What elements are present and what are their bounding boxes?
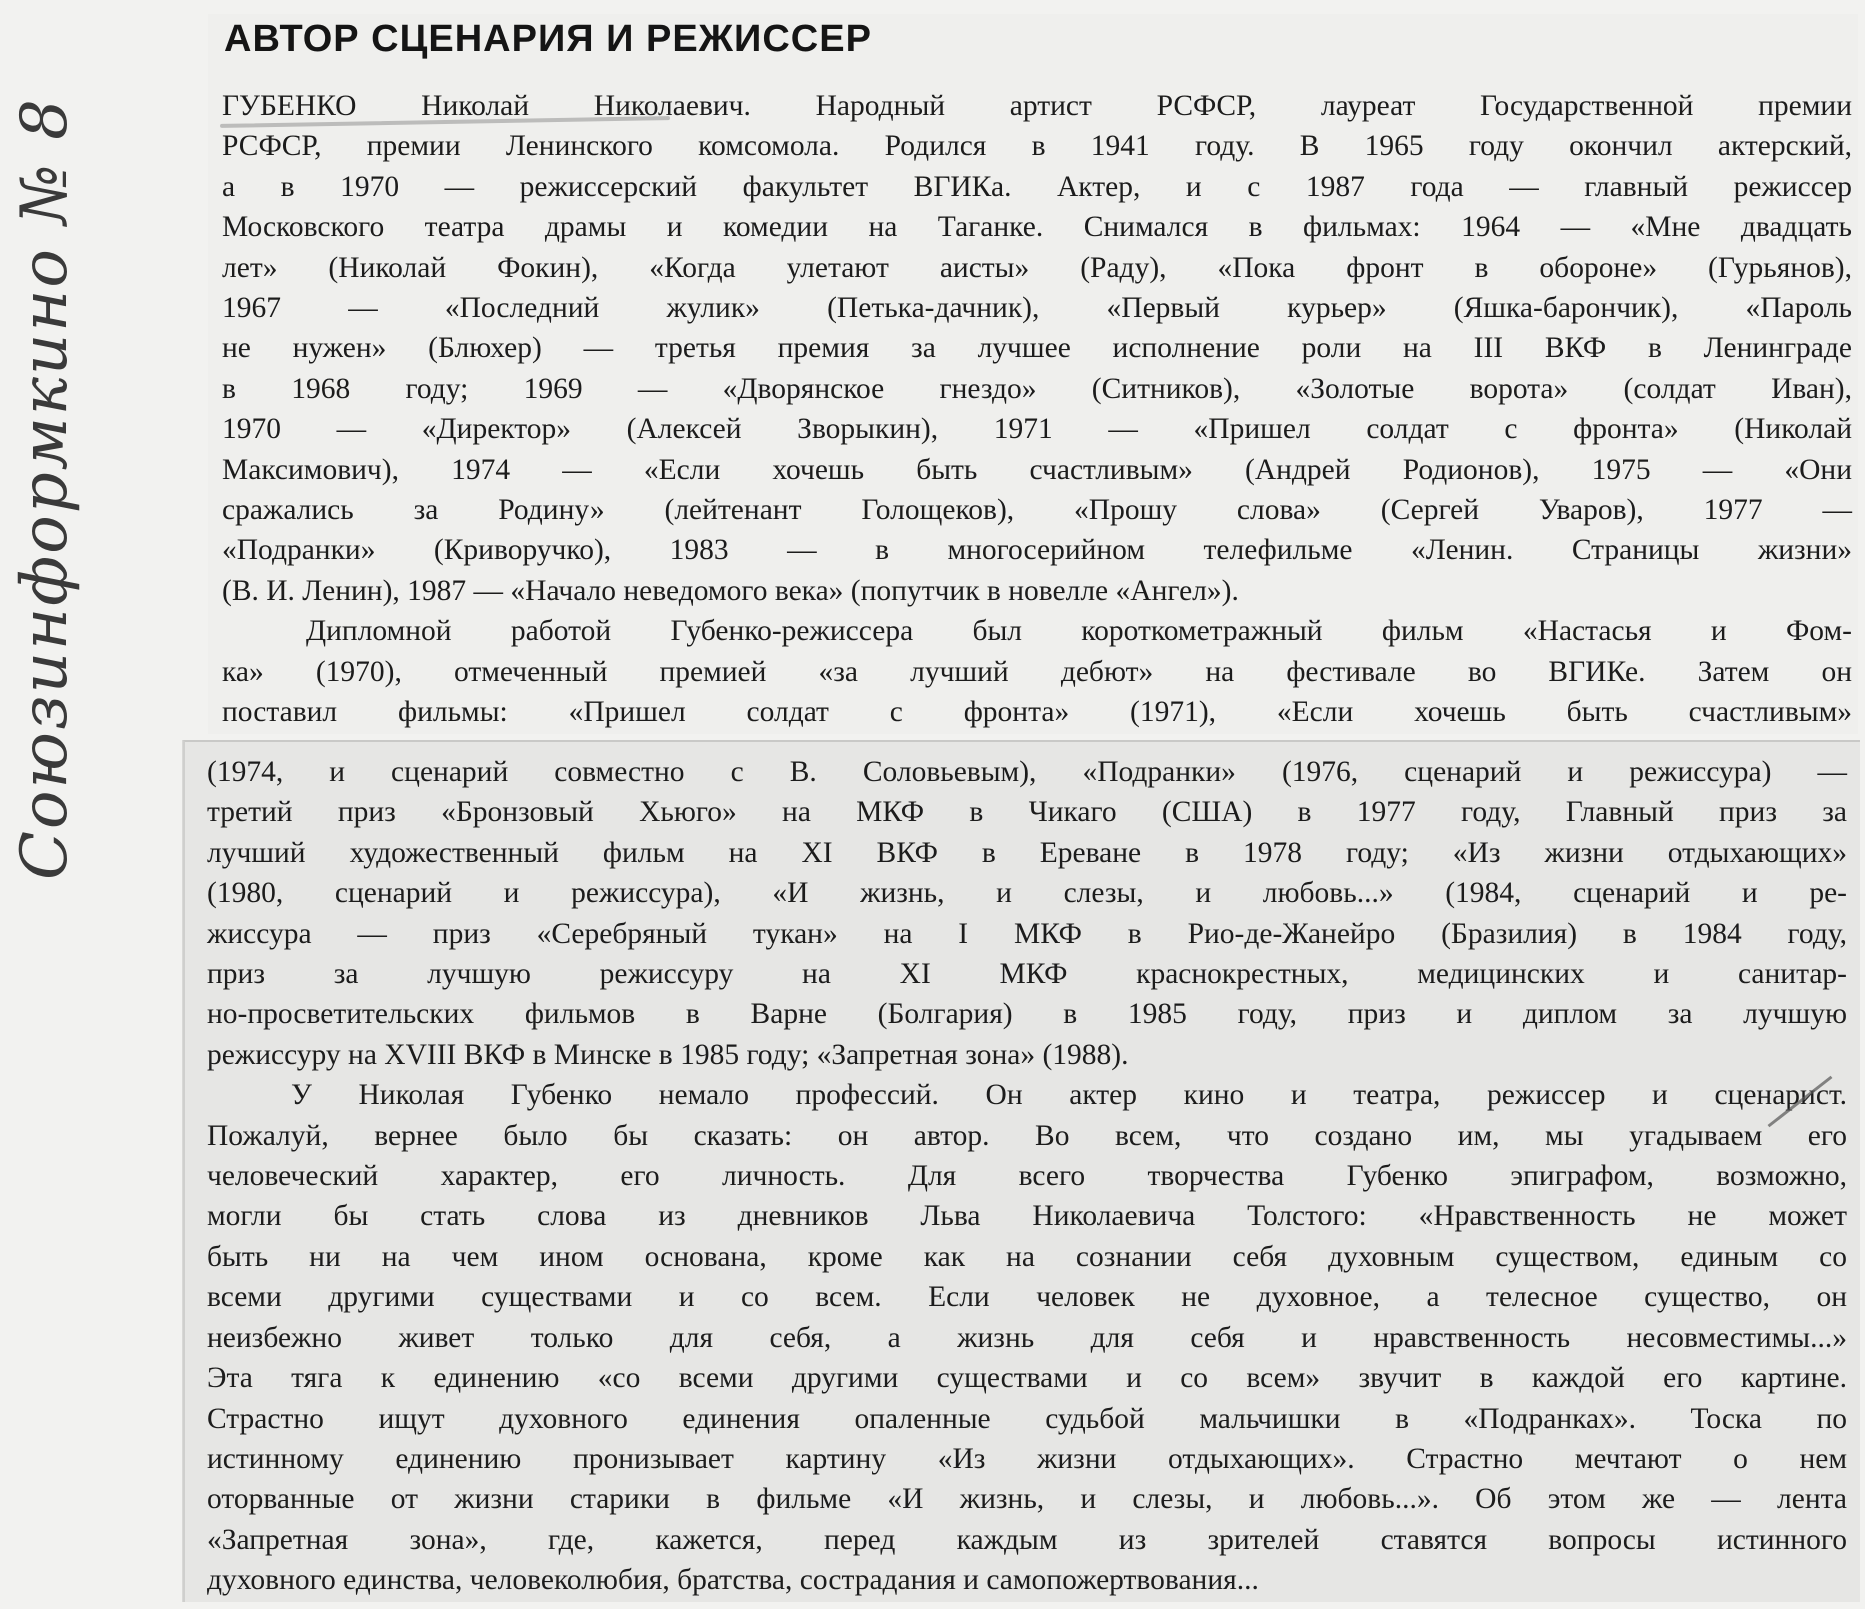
text-line: РСФСР, премии Ленинского комсомола. Родился в 1941 году. В 1965 году окончил актерский, (222, 130, 1852, 163)
text-line: истинному единению пронизывает картину «Из жизни отдыхающих». Страстно мечтают о нем (207, 1442, 1847, 1475)
text-line: режиссуру на XVIII ВКФ в Минске в 1985 году; «Запретная зона» (1988). (207, 1038, 1129, 1071)
text-line: Московского театра драмы и комедии на Таганке. Снимался в фильмах: 1964 — «Мне двадцать (222, 211, 1852, 244)
article-text-lower (207, 752, 1847, 1601)
text-line: быть ни на чем ином основана, кроме как на сознании себя духовным существом, единым со (207, 1240, 1847, 1273)
text-line: приз за лучшую режиссуру на XI МКФ краснокрестных, медицинских и санитар- (207, 958, 1847, 991)
text-line: оторванные от жизни старики в фильме «И жизнь, и слезы, и любовь...». Об этом же — лента (207, 1483, 1847, 1516)
text-line: ка» (1970), отмеченный премией «за лучший дебют» на фестивале во ВГИКе. Затем он (222, 655, 1852, 688)
handwritten-margin-note: Союзинформкино № 8 (8, 97, 82, 880)
text-line: ГУБЕНКО Николай Николаевич. Народный артист РСФСР, лауреат Государственной премии (222, 90, 1852, 122)
text-line: жиссура — приз «Серебряный тукан» на I МКФ в Рио-де-Жанейро (Бразилия) в 1984 году, (207, 917, 1847, 950)
text-line: 1970 — «Директор» (Алексей Зворыкин), 1971 — «Пришел солдат с фронта» (Николай (222, 413, 1852, 446)
text-line: Страстно ищут духовного единения опаленные судьбой мальчишки в «Подранках». Тоска по (207, 1402, 1847, 1435)
article-text-upper (222, 86, 1852, 733)
text-line: (В. И. Ленин), 1987 — «Начало неведомого века» (попутчик в новелле «Ангел»). (222, 574, 1239, 607)
text-line: неизбежно живет только для себя, а жизнь для себя и нравственность несовместимы...» (207, 1321, 1847, 1354)
text-line: третий приз «Бронзовый Хьюго» на МКФ в Чикаго (США) в 1977 году, Главный приз за (207, 796, 1847, 829)
text-line: (1980, сценарий и режиссура), «И жизнь, и слезы, и любовь...» (1984, сценарий и ре- (207, 877, 1847, 910)
text-line: 1967 — «Последний жулик» (Петька-дачник), «Первый курьер» (Яшка-барончик), «Пароль (222, 292, 1852, 325)
text-line: лет» (Николай Фокин), «Когда улетают аисты» (Раду), «Пока фронт в обороне» (Гурьянов), (222, 251, 1852, 284)
text-line: У Николая Губенко немало профессий. Он актер кино и театра, режиссер и сценарист. (291, 1079, 1847, 1112)
text-line: не нужен» (Блюхер) — третья премия за лучшее исполнение роли на III ВКФ в Ленинграде (222, 332, 1852, 365)
text-line: лучший художественный фильм на XI ВКФ в Ереване в 1978 году; «Из жизни отдыхающих» (207, 836, 1847, 869)
article-heading: АВТОР СЦЕНАРИЯ И РЕЖИССЕР (224, 18, 872, 60)
text-line: «Подранки» (Криворучко), 1983 — в многосерийном телефильме «Ленин. Страницы жизни» (222, 534, 1852, 567)
text-line: Максимович), 1974 — «Если хочешь быть счастливым» (Андрей Родионов), 1975 — «Они (222, 453, 1852, 486)
text-line: Дипломной работой Губенко-режиссера был короткометражный фильм «Настасья и Фом- (306, 615, 1852, 648)
text-line: духовного единства, человеколюбия, братства, сострадания и самопожертвования... (207, 1564, 1259, 1597)
text-line: могли бы стать слова из дневников Льва Николаевича Толстого: «Нравственность не может (207, 1200, 1847, 1233)
text-line: (1974, и сценарий совместно с В. Соловьевым), «Подранки» (1976, сценарий и режиссура) — (207, 756, 1847, 788)
text-line: Эта тяга к единению «со всеми другими существами и со всем» звучит в каждой его картине. (207, 1362, 1847, 1395)
text-line: сражались за Родину» (лейтенант Голощеков), «Прошу слова» (Сергей Уваров), 1977 — (222, 494, 1852, 527)
text-line: в 1968 году; 1969 — «Дворянское гнездо» (Ситников), «Золотые ворота» (солдат Иван), (222, 372, 1852, 405)
text-line: а в 1970 — режиссерский факультет ВГИКа. Актер, и с 1987 года — главный режиссер (222, 170, 1852, 203)
text-line: всеми другими существами и со всем. Если человек не духовное, а телесное существо, он (207, 1281, 1847, 1314)
text-line: «Запретная зона», где, кажется, перед каждым из зрителей ставятся вопросы истинного (207, 1523, 1847, 1556)
text-line: Пожалуй, вернее было бы сказать: он автор. Во всем, что создано им, мы угадываем его (207, 1119, 1847, 1152)
text-line: поставил фильмы: «Пришел солдат с фронта» (1971), «Если хочешь быть счастливым» (222, 696, 1852, 729)
text-line: но-просветительских фильмов в Варне (Болгария) в 1985 году, приз и диплом за лучшую (207, 998, 1847, 1031)
text-line: человеческий характер, его личность. Для всего творчества Губенко эпиграфом, возможно, (207, 1160, 1847, 1193)
